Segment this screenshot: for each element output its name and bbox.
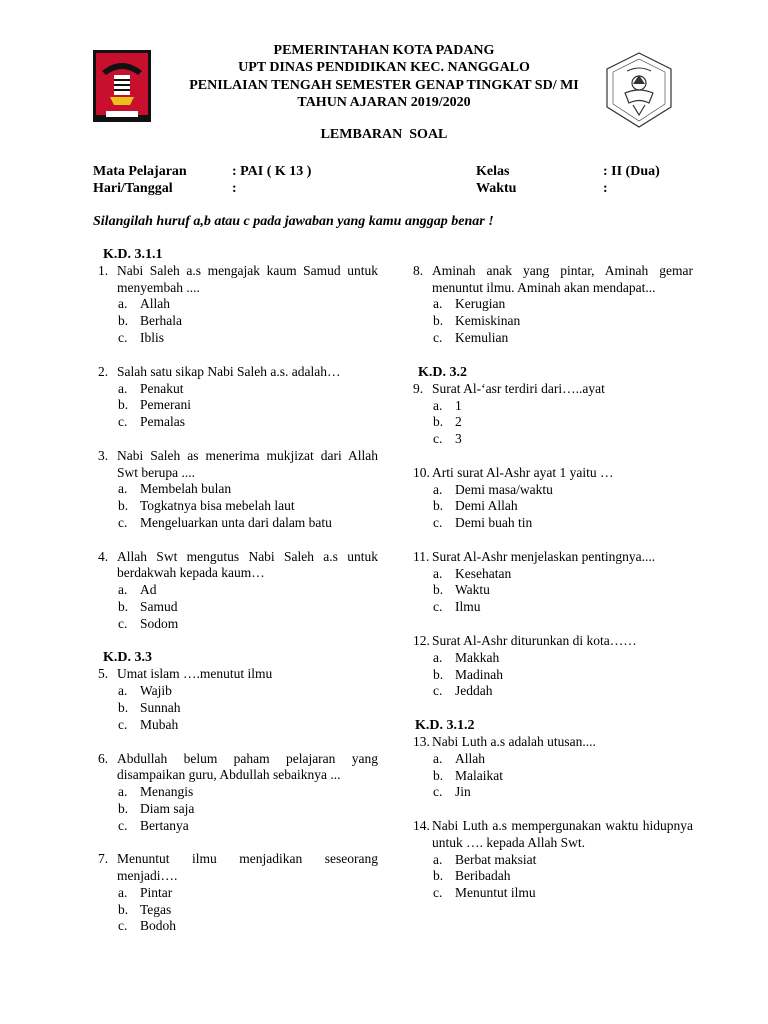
option-text: Ilmu	[455, 599, 481, 615]
header-line-2: UPT DINAS PENDIDIKAN KEC. NANGGALO	[238, 60, 530, 75]
class-value: : II (Dua)	[603, 164, 660, 179]
option-letter: c.	[118, 817, 128, 833]
option-letter: a.	[433, 851, 443, 867]
question-text: Abdullah belum paham pelajaran yang disampaikan guru, Abdullah sebaiknya ...	[117, 750, 378, 783]
option-letter: a.	[433, 750, 443, 766]
option-a[interactable]	[413, 296, 693, 313]
question-text: Menuntut ilmu menjadikan seseorang menjadi….	[117, 851, 378, 884]
option-text: Menangis	[140, 783, 194, 799]
option-text: Samud	[140, 598, 178, 614]
option-text: Togkatnya bisa mebelah laut	[140, 498, 295, 514]
question-number: 8.	[413, 263, 424, 278]
question-text: Nabi Luth a.s adalah utusan....	[432, 734, 596, 750]
question-text: Salah satu sikap Nabi Saleh a.s. adalah…	[117, 363, 341, 379]
class-label: Kelas	[476, 164, 510, 179]
question-text: Nabi Saleh as menerima mukjizat dari Allah Swt berupa ....	[117, 447, 378, 480]
option-letter: a.	[118, 783, 128, 799]
option-letter: c.	[118, 918, 128, 934]
question-1	[98, 263, 378, 296]
option-text: Demi Allah	[455, 498, 518, 514]
time-label: Waktu	[476, 181, 517, 196]
kd-heading: K.D. 3.2	[418, 364, 467, 380]
option-letter: c.	[118, 716, 128, 732]
option-text: Waktu	[455, 582, 490, 598]
option-a[interactable]	[98, 381, 378, 398]
option-text: Allah	[140, 296, 170, 312]
option-text: 1	[455, 397, 462, 413]
option-text: Mubah	[140, 716, 179, 732]
question-14	[413, 818, 693, 851]
question-text: Surat Al-‘asr terdiri dari…..ayat	[432, 380, 605, 396]
question-number: 10.	[413, 464, 430, 480]
option-text: Allah	[455, 750, 485, 766]
date-value: :	[232, 181, 237, 196]
option-text: Jin	[455, 784, 471, 800]
question-text: Nabi Saleh a.s mengajak kaum Samud untuk menyembah ....	[117, 263, 378, 295]
option-a[interactable]	[98, 296, 378, 313]
date-label: Hari/Tanggal	[93, 181, 173, 196]
question-number: 6.	[98, 750, 109, 766]
option-c[interactable]	[413, 683, 693, 700]
option-text: Penakut	[140, 380, 184, 396]
question-12	[413, 633, 693, 650]
option-letter: b.	[433, 498, 444, 514]
option-text: Pintar	[140, 884, 173, 900]
question-number: 5.	[98, 666, 109, 682]
question-text: Surat Al-Ashr diturunkan di kota……	[432, 633, 637, 649]
question-number: 11.	[413, 548, 430, 564]
option-letter: c.	[433, 683, 443, 699]
question-number: 7.	[98, 851, 109, 867]
option-letter: b.	[118, 498, 129, 514]
instruction-text: Silangilah huruf a,b atau c pada jawaban yang kamu anggap benar !	[93, 214, 494, 229]
option-a[interactable]	[413, 482, 693, 499]
option-text: 2	[455, 414, 462, 430]
option-b[interactable]	[98, 313, 378, 330]
option-text: Menuntut ilmu	[455, 885, 536, 901]
option-letter: a.	[118, 884, 128, 900]
option-a[interactable]	[98, 885, 378, 902]
option-text: Kemiskinan	[455, 313, 521, 329]
option-letter: b.	[118, 699, 129, 715]
option-c[interactable]	[98, 616, 378, 633]
option-text: Pemerani	[140, 397, 191, 413]
option-text: 3	[455, 431, 462, 447]
option-letter: c.	[433, 515, 443, 531]
option-a[interactable]	[413, 398, 693, 415]
question-number: 9.	[413, 380, 424, 396]
question-11	[413, 549, 693, 566]
time-value: :	[603, 181, 608, 196]
option-letter: c.	[433, 599, 443, 615]
option-c[interactable]	[413, 599, 693, 616]
option-b[interactable]	[413, 414, 693, 431]
option-letter: b.	[118, 397, 129, 413]
option-a[interactable]	[98, 481, 378, 498]
option-c[interactable]	[413, 431, 693, 448]
question-3	[98, 448, 378, 481]
question-text: Surat Al-Ashr menjelaskan pentingnya....	[432, 548, 656, 564]
option-c[interactable]	[98, 330, 378, 347]
right-column	[413, 263, 693, 902]
option-letter: c.	[433, 330, 443, 345]
option-b[interactable]	[98, 599, 378, 616]
option-c[interactable]	[98, 918, 378, 935]
option-a[interactable]	[413, 751, 693, 768]
question-number: 13.	[413, 734, 430, 750]
option-letter: a.	[118, 481, 128, 497]
option-text: Mengeluarkan unta dari dalam batu	[140, 514, 332, 530]
question-text: Allah Swt mengutus Nabi Saleh a.s untuk berdakwah kepada kaum…	[117, 548, 378, 581]
option-letter: a.	[433, 481, 443, 497]
question-5	[98, 666, 378, 683]
tut-wuri-handayani-logo	[603, 51, 675, 129]
option-letter: a.	[118, 380, 128, 396]
option-text: Diam saja	[140, 800, 195, 816]
question-8	[413, 263, 693, 296]
option-b[interactable]	[98, 902, 378, 919]
subject-value: : PAI ( K 13 )	[232, 164, 312, 179]
option-b[interactable]	[413, 868, 693, 885]
left-column	[98, 246, 378, 935]
question-9	[413, 381, 693, 398]
question-number: 12.	[413, 633, 430, 649]
option-b[interactable]	[413, 768, 693, 785]
option-text: Sodom	[140, 615, 179, 631]
option-letter: c.	[118, 615, 128, 631]
option-letter: a.	[433, 649, 443, 665]
question-number: 1.	[98, 263, 109, 278]
question-number: 4.	[98, 548, 109, 564]
option-text: Bodoh	[140, 918, 177, 934]
option-letter: a.	[433, 296, 443, 312]
option-a[interactable]	[413, 852, 693, 869]
option-b[interactable]	[413, 498, 693, 515]
option-letter: b.	[433, 666, 444, 682]
option-text: Iblis	[140, 330, 165, 345]
option-text: Jeddah	[455, 683, 493, 699]
city-emblem-logo	[92, 49, 152, 123]
option-c[interactable]	[98, 414, 378, 431]
option-letter: c.	[118, 330, 128, 345]
option-c[interactable]	[413, 784, 693, 801]
option-b[interactable]	[98, 801, 378, 818]
option-text: Madinah	[455, 666, 503, 682]
option-letter: b.	[433, 582, 444, 598]
kd-heading: K.D. 3.1.2	[415, 718, 475, 734]
option-b[interactable]	[98, 498, 378, 515]
header-line-4: TAHUN AJARAN 2019/2020	[297, 95, 471, 110]
question-number: 14.	[413, 818, 430, 834]
kd-heading: K.D. 3.3	[103, 650, 152, 666]
option-letter: c.	[433, 885, 443, 901]
option-letter: c.	[118, 414, 128, 430]
option-c[interactable]	[413, 885, 693, 902]
option-b[interactable]	[413, 582, 693, 599]
option-c[interactable]	[413, 330, 693, 347]
question-4	[98, 549, 378, 582]
option-letter: b.	[433, 868, 444, 884]
option-a[interactable]	[98, 582, 378, 599]
option-text: Kesehatan	[455, 565, 512, 581]
question-text: Nabi Luth a.s mempergunakan waktu hidupnya untuk …. kepada Allah Swt.	[432, 818, 693, 850]
option-letter: a.	[433, 397, 443, 413]
option-letter: a.	[118, 683, 128, 699]
option-c[interactable]	[98, 515, 378, 532]
question-number: 3.	[98, 447, 109, 463]
question-2	[98, 364, 378, 381]
option-text: Demi buah tin	[455, 515, 533, 531]
option-letter: b.	[118, 598, 129, 614]
option-letter: c.	[118, 514, 128, 530]
option-text: Tegas	[140, 901, 172, 917]
option-text: Kerugian	[455, 296, 506, 312]
option-letter: c.	[433, 784, 443, 800]
sheet-title: LEMBARAN SOAL	[320, 127, 448, 142]
option-text: Berbat maksiat	[455, 851, 537, 867]
option-c[interactable]	[98, 717, 378, 734]
option-a[interactable]	[98, 784, 378, 801]
question-text: Aminah anak yang pintar, Aminah gemar menuntut ilmu. Aminah akan mendapat...	[432, 263, 693, 295]
option-letter: a.	[433, 565, 443, 581]
option-text: Kemulian	[455, 330, 509, 345]
option-text: Pemalas	[140, 414, 185, 430]
option-text: Bertanya	[140, 817, 189, 833]
option-text: Malaikat	[455, 767, 503, 783]
option-a[interactable]	[413, 566, 693, 583]
question-number: 2.	[98, 363, 109, 379]
option-text: Berhala	[140, 313, 182, 329]
option-c[interactable]	[413, 515, 693, 532]
option-letter: a.	[118, 582, 128, 598]
header-line-1: PEMERINTAHAN KOTA PADANG	[273, 43, 495, 58]
option-b[interactable]	[98, 397, 378, 414]
option-letter: b.	[433, 767, 444, 783]
question-6	[98, 751, 378, 784]
kd-heading: K.D. 3.1.1	[103, 247, 163, 262]
option-a[interactable]	[98, 683, 378, 700]
question-text: Umat islam ….menutut ilmu	[117, 666, 273, 682]
option-letter: c.	[433, 431, 443, 447]
option-text: Makkah	[455, 649, 500, 665]
option-text: Membelah bulan	[140, 481, 232, 497]
option-letter: b.	[118, 313, 129, 329]
option-text: Demi masa/waktu	[455, 481, 553, 497]
option-letter: b.	[118, 800, 129, 816]
option-text: Sunnah	[140, 699, 181, 715]
option-text: Wajib	[140, 683, 172, 699]
option-text: Ad	[140, 582, 157, 598]
question-13	[413, 734, 693, 751]
question-text: Arti surat Al-Ashr ayat 1 yaitu …	[432, 464, 614, 480]
question-10	[413, 465, 693, 482]
option-a[interactable]	[413, 650, 693, 667]
option-c[interactable]	[98, 818, 378, 835]
option-b[interactable]	[98, 700, 378, 717]
option-letter: b.	[433, 414, 444, 430]
option-letter: b.	[118, 901, 129, 917]
option-text: Beribadah	[455, 868, 511, 884]
option-letter: b.	[433, 313, 444, 329]
question-7	[98, 851, 378, 884]
option-b[interactable]	[413, 313, 693, 330]
header-line-3: PENILAIAN TENGAH SEMESTER GENAP TINGKAT SD/ MI	[189, 78, 579, 93]
option-letter: a.	[118, 296, 128, 312]
option-b[interactable]	[413, 667, 693, 684]
subject-label: Mata Pelajaran	[93, 164, 187, 179]
